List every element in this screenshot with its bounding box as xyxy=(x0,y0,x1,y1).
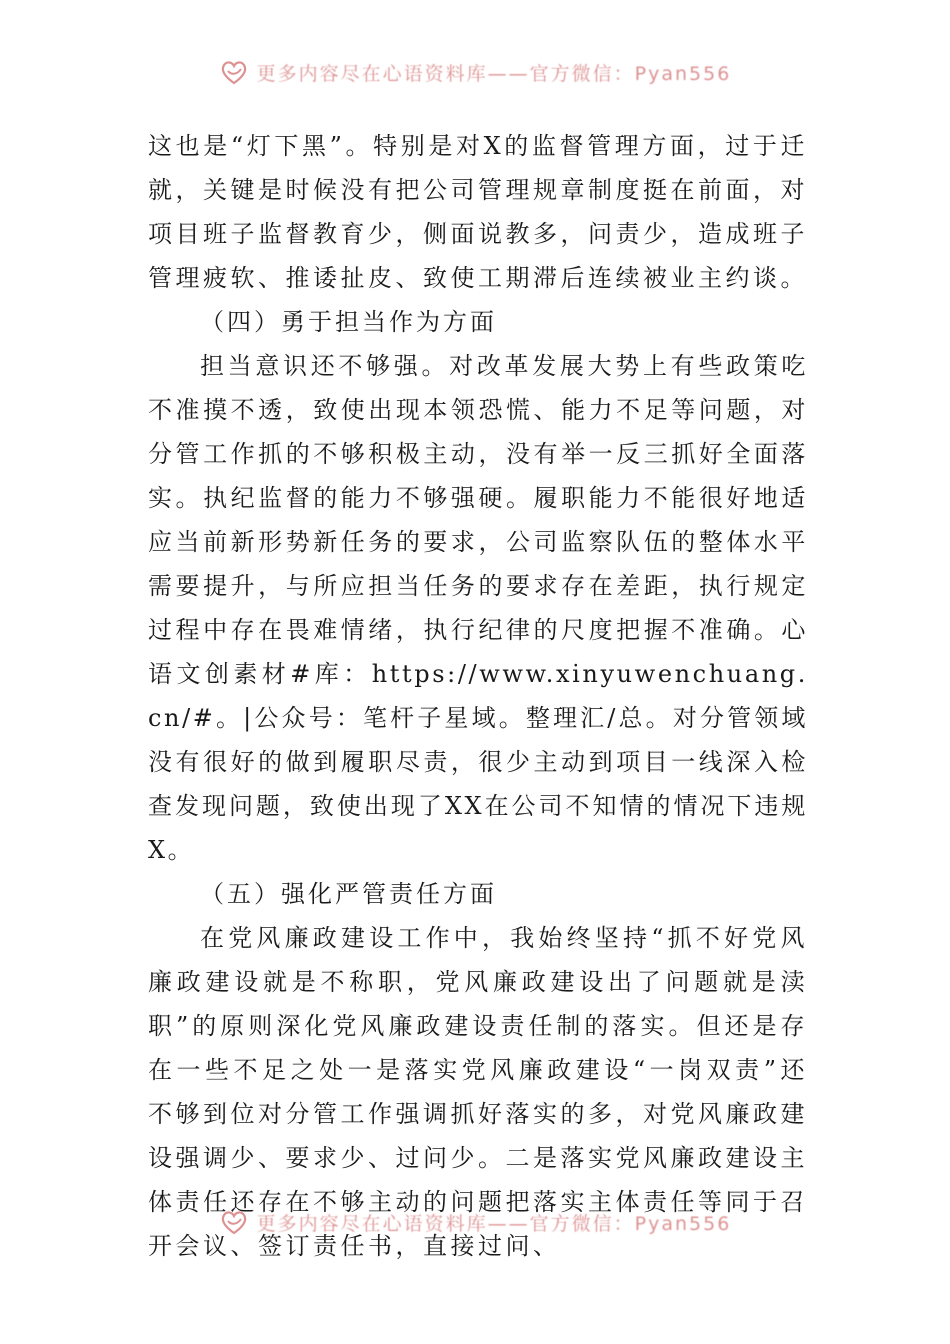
watermark-header xyxy=(0,52,950,92)
section-heading: （五）强化严管责任方面 xyxy=(200,880,497,908)
document-body xyxy=(148,124,808,1268)
watermark-text: 更多内容尽在心语资料库——官方微信：Pyan556 xyxy=(256,1212,732,1235)
paragraph: 担当意识还不够强。对改革发展大势上有些政策吃不准摸不透，致使出现本领恐慌、能力不足等问题，对分管工作抓的不够积极主动，没有举一反三抓好全面落实。执纪监督的能力不够强硬。履职能力不能很好地适应当前新形势新任务的要求，公司监察队伍的整体水平需要提升，与所应担当任务的要求存在差距，执行规定过程中存在畏难情绪，执行纪律的尺度把握不准确。心语文创素材#库：https://www.xinyuwenchuang.cn/#。|公众号：笔杆子星域。整理汇/总。对分管领域没有很好的做到履职尽责，很少主动到项目一线深入检查发现问题，致使出现了XX在公司不知情的情况下违规X。 xyxy=(148,352,808,864)
section-heading: （四）勇于担当作为方面 xyxy=(200,308,497,336)
paragraph: 这也是“灯下黑”。特别是对X的监督管理方面，过于迁就，关键是时候没有把公司管理规章制度挺在前面，对项目班子监督教育少，侧面说教多，问责少，造成班子管理疲软、推诿扯皮、致使工期滞后连续被业主约谈。 xyxy=(148,132,808,292)
watermark-text: 更多内容尽在心语资料库——官方微信：Pyan556 xyxy=(256,62,732,85)
paragraph: 在党风廉政建设工作中，我始终坚持“抓不好党风廉政建设就是不称职，党风廉政建设出了问题就是渎职”的原则深化党风廉政建设责任制的落实。但还是存在一些不足之处一是落实党风廉政建设“一岗双责”还不够到位对分管工作强调抓好落实的多，对党风廉政建设强调少、要求少、过问少。二是落实党风廉政建设主体责任还存在不够主动的问题把落实主体责任等同于召开会议、签订责任书，直接过问、 xyxy=(148,924,808,1260)
heart-logo-icon xyxy=(219,57,249,87)
watermark-footer xyxy=(0,1202,950,1242)
heart-logo-icon xyxy=(219,1207,249,1237)
